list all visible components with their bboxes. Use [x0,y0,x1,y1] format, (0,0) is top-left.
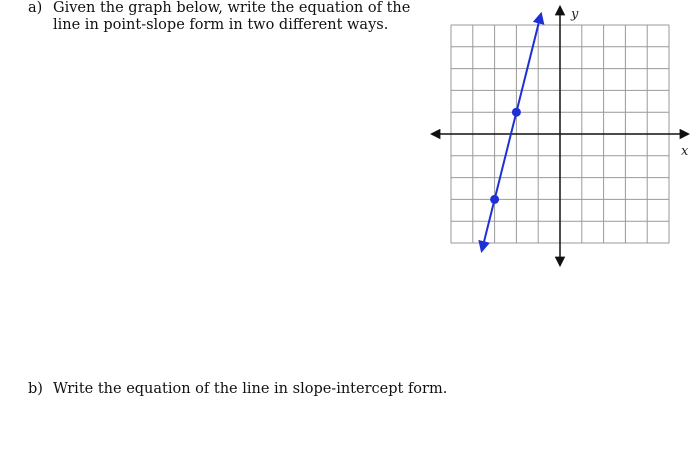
graph-point [490,195,499,204]
y-axis-label: y [571,7,579,22]
question-a-text: Given the graph below, write the equation of the line in point-slope form in two different ways. [53,0,411,33]
question-b-text: Write the equation of the line in slope-intercept form. [53,381,448,397]
x-axis-label: x [681,144,689,159]
question-b-label: b) [28,381,43,397]
question-a-label: a) [28,0,43,16]
graph-point [512,108,521,117]
graphed-line [482,14,541,251]
